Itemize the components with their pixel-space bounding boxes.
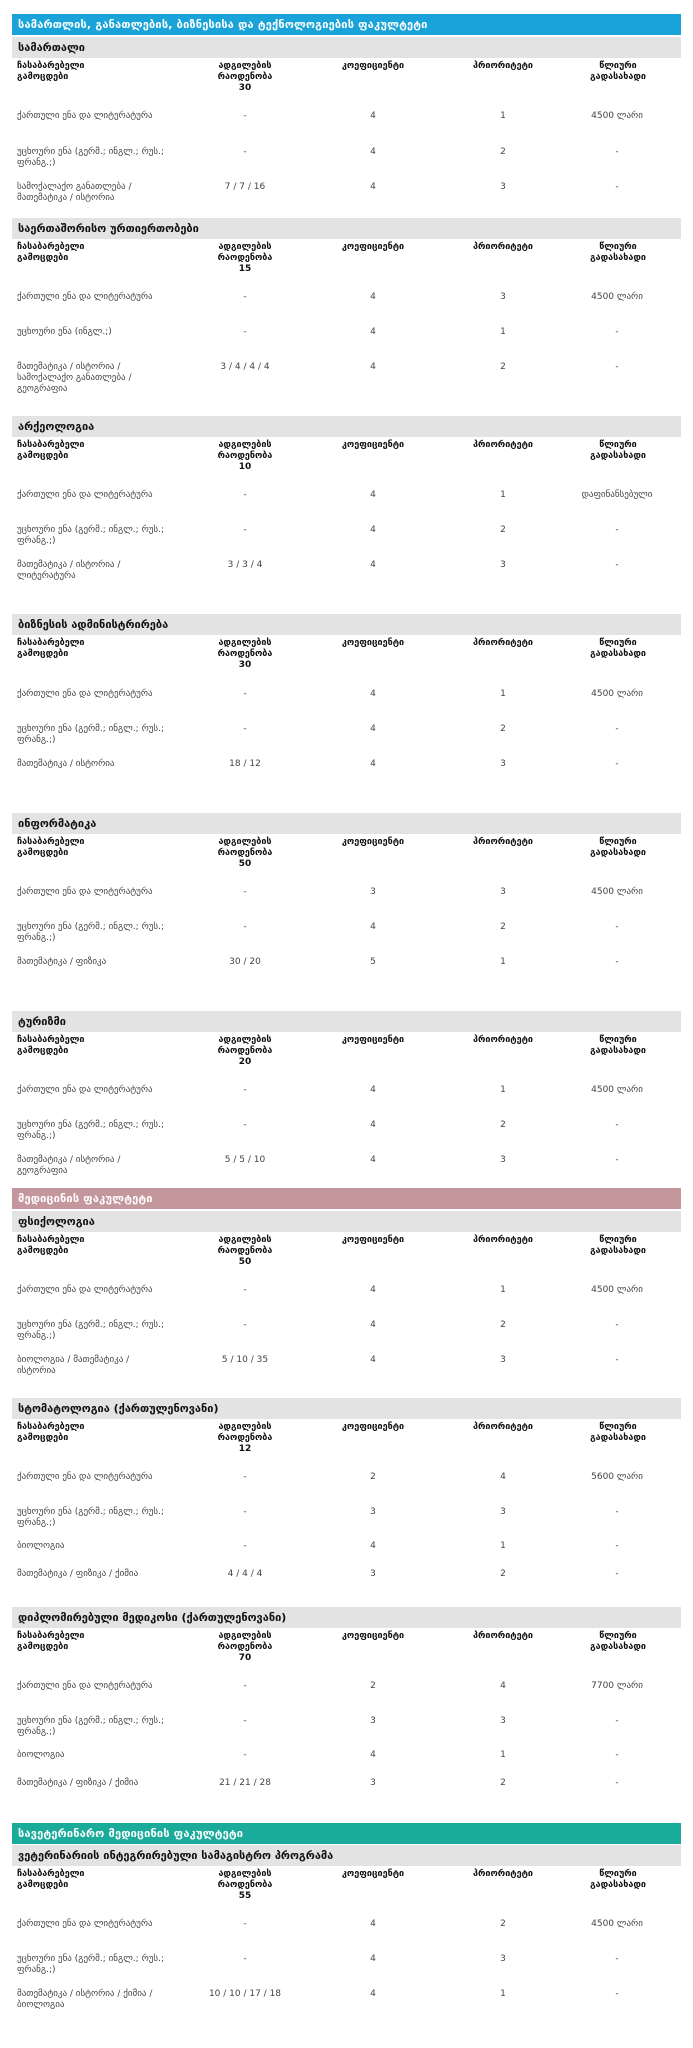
row-coefficient: 3 <box>370 1778 376 1788</box>
row-priority: 3 <box>500 1716 506 1726</box>
row-priority: 3 <box>500 560 506 570</box>
row-coefficient: 4 <box>370 525 376 535</box>
row-places: 18 / 12 <box>229 759 261 769</box>
row-places: - <box>243 111 247 121</box>
row-priority: 3 <box>500 1355 506 1365</box>
row-places: - <box>243 1320 247 1330</box>
row-places: - <box>243 292 247 302</box>
row-fee: დაფინანსებული <box>581 490 653 500</box>
header-priority: პრიორიტეტი <box>473 1631 533 1641</box>
header-subjects: ჩასაბარებელი გამოცდები <box>17 242 85 263</box>
row-subject: ქართული ენა და ლიტერატურა <box>17 1681 153 1691</box>
row-places: 3 / 4 / 4 / 4 <box>220 362 270 372</box>
faculty-banner: სავეტერინარო მედიცინის ფაკულტეტი <box>12 1823 681 1844</box>
faculty-banner: სამართლის, განათლების, ბიზნესისა და ტექნოლოგიების ფაკულტეტი <box>12 14 681 35</box>
row-coefficient: 2 <box>370 1472 376 1482</box>
header-fee: წლიური გადასახადი <box>590 1869 646 1890</box>
row-coefficient: 4 <box>370 1954 376 1964</box>
row-places: - <box>243 922 247 932</box>
row-subject: მათემატიკა / ისტორია / ქიმია / ბიოლოგია <box>17 1989 153 2010</box>
row-subject: მათემატიკა / ფიზიკა <box>17 957 107 967</box>
header-fee: წლიური გადასახადი <box>590 837 646 858</box>
row-subject: მათემატიკა / ისტორია / ლიტერატურა <box>17 560 121 581</box>
header-places: ადგილების რაოდენობა <box>217 1235 273 1256</box>
row-subject: მათემატიკა / ისტორია / გეოგრაფია <box>17 1155 121 1176</box>
row-subject: ქართული ენა და ლიტერატურა <box>17 490 153 500</box>
row-fee: - <box>615 1320 619 1330</box>
header-priority: პრიორიტეტი <box>473 440 533 450</box>
row-coefficient: 4 <box>370 689 376 699</box>
row-subject: უცხოური ენა (გერმ.; ინგლ.; რუს.; ფრანგ.;) <box>17 1120 165 1141</box>
row-priority: 1 <box>500 957 506 967</box>
row-coefficient: 4 <box>370 1120 376 1130</box>
row-priority: 1 <box>500 1750 506 1760</box>
row-coefficient: 3 <box>370 1507 376 1517</box>
row-coefficient: 4 <box>370 1355 376 1365</box>
row-coefficient: 4 <box>370 1989 376 1999</box>
row-places: 10 / 10 / 17 / 18 <box>208 1989 282 1999</box>
header-places: ადგილების რაოდენობა <box>217 242 273 263</box>
row-priority: 1 <box>500 111 506 121</box>
row-fee: - <box>615 922 619 932</box>
row-fee: - <box>615 1355 619 1365</box>
row-fee: - <box>615 182 619 192</box>
row-coefficient: 4 <box>370 1750 376 1760</box>
header-fee: წლიური გადასახადი <box>590 242 646 263</box>
program-title: სტომატოლოგია (ქართულენოვანი) <box>12 1398 681 1419</box>
program-title: ვეტერინარიის ინტეგრირებული სამაგისტრო პროგრამა <box>12 1845 681 1866</box>
row-subject: ქართული ენა და ლიტერატურა <box>17 1285 153 1295</box>
row-places: - <box>243 1541 247 1551</box>
header-subjects: ჩასაბარებელი გამოცდები <box>17 440 85 461</box>
row-places: - <box>243 490 247 500</box>
row-fee: 4500 ლარი <box>591 292 643 302</box>
header-subjects: ჩასაბარებელი გამოცდები <box>17 1422 85 1443</box>
header-fee: წლიური გადასახადი <box>590 1422 646 1443</box>
row-subject: უცხოური ენა (გერმ.; ინგლ.; რუს.; ფრანგ.;) <box>17 724 165 745</box>
row-coefficient: 5 <box>370 957 376 967</box>
row-places: 7 / 7 / 16 <box>224 182 266 192</box>
header-priority: პრიორიტეტი <box>473 61 533 71</box>
row-subject: ქართული ენა და ლიტერატურა <box>17 1085 153 1095</box>
row-coefficient: 4 <box>370 1085 376 1095</box>
header-places-value: 70 <box>238 1653 252 1663</box>
row-places: 21 / 21 / 28 <box>219 1778 271 1788</box>
row-subject: სამოქალაქო განათლება / მათემატიკა / ისტორია <box>17 182 132 203</box>
row-subject: ქართული ენა და ლიტერატურა <box>17 1919 153 1929</box>
row-subject: უცხოური ენა (გერმ.; ინგლ.; რუს.; ფრანგ.;) <box>17 1507 165 1528</box>
row-priority: 3 <box>500 292 506 302</box>
row-places: - <box>243 327 247 337</box>
row-subject: ქართული ენა და ლიტერატურა <box>17 1472 153 1482</box>
header-subjects: ჩასაბარებელი გამოცდები <box>17 61 85 82</box>
row-priority: 3 <box>500 887 506 897</box>
row-coefficient: 4 <box>370 1541 376 1551</box>
row-places: - <box>243 1120 247 1130</box>
row-priority: 2 <box>500 1320 506 1330</box>
row-coefficient: 4 <box>370 560 376 570</box>
header-priority: პრიორიტეტი <box>473 1869 533 1879</box>
header-fee: წლიური გადასახადი <box>590 1631 646 1652</box>
row-subject: უცხოური ენა (გერმ.; ინგლ.; რუს.; ფრანგ.;) <box>17 525 165 546</box>
row-subject: მათემატიკა / ფიზიკა / ქიმია <box>17 1569 139 1579</box>
row-places: - <box>243 525 247 535</box>
row-places: - <box>243 1716 247 1726</box>
row-subject: უცხოური ენა (გერმ.; ინგლ.; რუს.; ფრანგ.;) <box>17 147 165 168</box>
header-places-value: 30 <box>238 83 252 93</box>
row-coefficient: 3 <box>370 887 376 897</box>
row-subject: უცხოური ენა (ინგლ.;) <box>17 327 112 337</box>
program-title: ტურიზმი <box>12 1011 681 1032</box>
row-coefficient: 4 <box>370 922 376 932</box>
header-coefficient: კოეფიციენტი <box>341 1035 405 1045</box>
header-places-value: 10 <box>238 462 252 472</box>
row-priority: 2 <box>500 1569 506 1579</box>
header-places: ადგილების რაოდენობა <box>217 1869 273 1890</box>
row-subject: მათემატიკა / ისტორია <box>17 759 115 769</box>
program-title: ბიზნესის ადმინისტრირება <box>12 614 681 635</box>
header-places: ადგილების რაოდენობა <box>217 1035 273 1056</box>
row-coefficient: 2 <box>370 1681 376 1691</box>
row-fee: - <box>615 1155 619 1165</box>
row-fee: 4500 ლარი <box>591 111 643 121</box>
row-priority: 2 <box>500 147 506 157</box>
row-fee: - <box>615 759 619 769</box>
row-fee: - <box>615 1507 619 1517</box>
row-fee: - <box>615 362 619 372</box>
row-priority: 2 <box>500 1778 506 1788</box>
header-subjects: ჩასაბარებელი გამოცდები <box>17 1869 85 1890</box>
row-coefficient: 3 <box>370 1716 376 1726</box>
row-fee: - <box>615 560 619 570</box>
header-priority: პრიორიტეტი <box>473 242 533 252</box>
row-fee: 5600 ლარი <box>591 1472 643 1482</box>
header-fee: წლიური გადასახადი <box>590 61 646 82</box>
header-places: ადგილების რაოდენობა <box>217 1422 273 1443</box>
row-subject: მათემატიკა / ისტორია / სამოქალაქო განათლება / გეოგრაფია <box>17 362 132 394</box>
row-priority: 3 <box>500 1155 506 1165</box>
program-title: არქეოლოგია <box>12 416 681 437</box>
row-fee: - <box>615 147 619 157</box>
row-subject: ქართული ენა და ლიტერატურა <box>17 887 153 897</box>
header-coefficient: კოეფიციენტი <box>341 638 405 648</box>
header-coefficient: კოეფიციენტი <box>341 837 405 847</box>
header-places-value: 50 <box>238 1257 252 1267</box>
row-priority: 1 <box>500 1541 506 1551</box>
header-priority: პრიორიტეტი <box>473 837 533 847</box>
row-priority: 3 <box>500 182 506 192</box>
header-places-value: 15 <box>238 264 252 274</box>
row-subject: უცხოური ენა (გერმ.; ინგლ.; რუს.; ფრანგ.;) <box>17 1320 165 1341</box>
row-places: - <box>243 887 247 897</box>
row-priority: 1 <box>500 689 506 699</box>
row-places: - <box>243 689 247 699</box>
row-fee: - <box>615 1954 619 1964</box>
row-places: 4 / 4 / 4 <box>227 1569 263 1579</box>
row-fee: - <box>615 1120 619 1130</box>
header-places-value: 30 <box>238 660 252 670</box>
header-places: ადგილების რაოდენობა <box>217 638 273 659</box>
program-title: საერთაშორისო ურთიერთობები <box>12 218 681 239</box>
row-coefficient: 4 <box>370 362 376 372</box>
row-fee: - <box>615 525 619 535</box>
header-places: ადგილების რაოდენობა <box>217 440 273 461</box>
header-coefficient: კოეფიციენტი <box>341 1422 405 1432</box>
row-fee: 7700 ლარი <box>591 1681 643 1691</box>
row-subject: ბიოლოგია / მათემატიკა / ისტორია <box>17 1355 130 1376</box>
program-title: დიპლომირებული მედიკოსი (ქართულენოვანი) <box>12 1607 681 1628</box>
row-fee: - <box>615 1750 619 1760</box>
row-places: - <box>243 1085 247 1095</box>
row-coefficient: 4 <box>370 1155 376 1165</box>
header-fee: წლიური გადასახადი <box>590 638 646 659</box>
row-places: - <box>243 1285 247 1295</box>
header-fee: წლიური გადასახადი <box>590 440 646 461</box>
header-places-value: 12 <box>238 1444 252 1454</box>
row-priority: 1 <box>500 1085 506 1095</box>
row-coefficient: 4 <box>370 724 376 734</box>
row-coefficient: 4 <box>370 292 376 302</box>
row-subject: ქართული ენა და ლიტერატურა <box>17 689 153 699</box>
program-title: სამართალი <box>12 37 681 58</box>
row-subject: უცხოური ენა (გერმ.; ინგლ.; რუს.; ფრანგ.;) <box>17 1716 165 1737</box>
row-places: 3 / 3 / 4 <box>227 560 263 570</box>
row-priority: 2 <box>500 362 506 372</box>
row-places: - <box>243 1507 247 1517</box>
row-fee: 4500 ლარი <box>591 1919 643 1929</box>
header-places: ადგილების რაოდენობა <box>217 837 273 858</box>
row-fee: 4500 ლარი <box>591 1085 643 1095</box>
row-fee: - <box>615 724 619 734</box>
row-fee: - <box>615 1716 619 1726</box>
row-priority: 1 <box>500 327 506 337</box>
row-places: - <box>243 1919 247 1929</box>
row-subject: ქართული ენა და ლიტერატურა <box>17 111 153 121</box>
row-priority: 3 <box>500 1954 506 1964</box>
row-priority: 1 <box>500 1285 506 1295</box>
row-coefficient: 4 <box>370 1285 376 1295</box>
header-fee: წლიური გადასახადი <box>590 1035 646 1056</box>
row-places: - <box>243 724 247 734</box>
header-coefficient: კოეფიციენტი <box>341 440 405 450</box>
header-coefficient: კოეფიციენტი <box>341 1235 405 1245</box>
row-fee: 4500 ლარი <box>591 887 643 897</box>
program-title: ფსიქოლოგია <box>12 1211 681 1232</box>
header-fee: წლიური გადასახადი <box>590 1235 646 1256</box>
row-places: - <box>243 1750 247 1760</box>
row-priority: 2 <box>500 922 506 932</box>
row-subject: ბიოლოგია <box>17 1541 65 1551</box>
row-fee: - <box>615 1778 619 1788</box>
faculty-banner: მედიცინის ფაკულტეტი <box>12 1188 681 1209</box>
header-subjects: ჩასაბარებელი გამოცდები <box>17 1035 85 1056</box>
row-priority: 1 <box>500 490 506 500</box>
row-places: 5 / 5 / 10 <box>224 1155 266 1165</box>
row-subject: უცხოური ენა (გერმ.; ინგლ.; რუს.; ფრანგ.;) <box>17 1954 165 1975</box>
row-priority: 2 <box>500 724 506 734</box>
row-places: 5 / 10 / 35 <box>221 1355 269 1365</box>
header-priority: პრიორიტეტი <box>473 1035 533 1045</box>
header-places: ადგილების რაოდენობა <box>217 61 273 82</box>
row-coefficient: 4 <box>370 327 376 337</box>
header-places-value: 55 <box>238 1891 252 1901</box>
header-priority: პრიორიტეტი <box>473 1422 533 1432</box>
row-places: - <box>243 147 247 157</box>
header-coefficient: კოეფიციენტი <box>341 1631 405 1641</box>
row-subject: ქართული ენა და ლიტერატურა <box>17 292 153 302</box>
row-coefficient: 4 <box>370 182 376 192</box>
row-places: 30 / 20 <box>229 957 261 967</box>
header-subjects: ჩასაბარებელი გამოცდები <box>17 1235 85 1256</box>
header-places: ადგილების რაოდენობა <box>217 1631 273 1652</box>
row-fee: 4500 ლარი <box>591 1285 643 1295</box>
header-priority: პრიორიტეტი <box>473 1235 533 1245</box>
header-subjects: ჩასაბარებელი გამოცდები <box>17 638 85 659</box>
header-coefficient: კოეფიციენტი <box>341 242 405 252</box>
row-priority: 3 <box>500 1507 506 1517</box>
row-priority: 3 <box>500 759 506 769</box>
row-coefficient: 4 <box>370 490 376 500</box>
row-coefficient: 4 <box>370 759 376 769</box>
row-coefficient: 4 <box>370 111 376 121</box>
header-places-value: 20 <box>238 1057 252 1067</box>
row-coefficient: 4 <box>370 1320 376 1330</box>
row-places: - <box>243 1472 247 1482</box>
row-fee: 4500 ლარი <box>591 689 643 699</box>
program-title: ინფორმატიკა <box>12 813 681 834</box>
row-priority: 2 <box>500 1120 506 1130</box>
row-fee: - <box>615 1989 619 1999</box>
row-priority: 2 <box>500 525 506 535</box>
header-coefficient: კოეფიციენტი <box>341 1869 405 1879</box>
row-priority: 4 <box>500 1681 506 1691</box>
header-priority: პრიორიტეტი <box>473 638 533 648</box>
row-places: - <box>243 1954 247 1964</box>
row-coefficient: 3 <box>370 1569 376 1579</box>
row-priority: 2 <box>500 1919 506 1929</box>
row-priority: 4 <box>500 1472 506 1482</box>
row-fee: - <box>615 327 619 337</box>
row-subject: ბიოლოგია <box>17 1750 65 1760</box>
row-fee: - <box>615 1569 619 1579</box>
header-places-value: 50 <box>238 859 252 869</box>
row-coefficient: 4 <box>370 1919 376 1929</box>
header-coefficient: კოეფიციენტი <box>341 61 405 71</box>
row-fee: - <box>615 957 619 967</box>
row-places: - <box>243 1681 247 1691</box>
header-subjects: ჩასაბარებელი გამოცდები <box>17 837 85 858</box>
row-priority: 1 <box>500 1989 506 1999</box>
row-subject: მათემატიკა / ფიზიკა / ქიმია <box>17 1778 139 1788</box>
row-coefficient: 4 <box>370 147 376 157</box>
row-subject: უცხოური ენა (გერმ.; ინგლ.; რუს.; ფრანგ.;) <box>17 922 165 943</box>
header-subjects: ჩასაბარებელი გამოცდები <box>17 1631 85 1652</box>
row-fee: - <box>615 1541 619 1551</box>
